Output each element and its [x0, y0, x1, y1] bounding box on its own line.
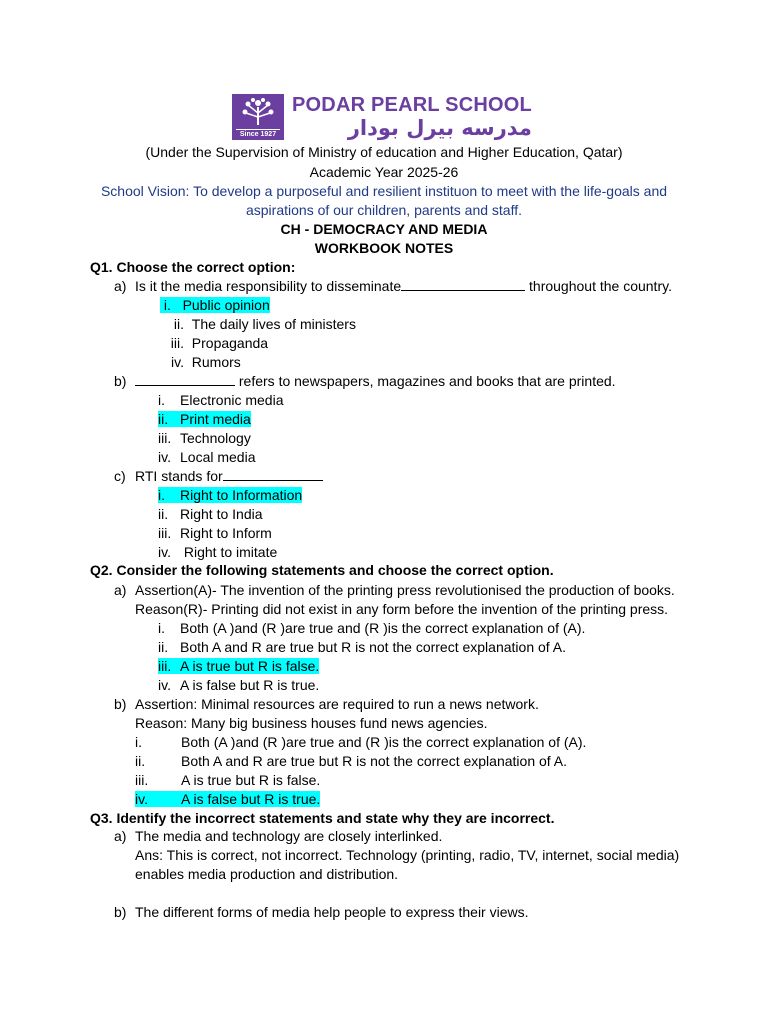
school-vision-line2: aspirations of our children, parents and staff. — [245, 202, 522, 218]
q2b-option-3: iii. A is true but R is false. — [135, 772, 321, 788]
q1b-marker: b) — [114, 373, 127, 389]
q2a-assertion: Assertion(A)- The invention of the printing press revolutionised the production of books. — [135, 582, 675, 598]
q2b-marker: b) — [114, 696, 127, 712]
logo-title-english: PODAR PEARL SCHOOL — [292, 94, 532, 116]
supervision-line: (Under the Supervision of Ministry of education and Higher Education, Qatar) — [145, 144, 623, 160]
logo-since: Since 1927 — [236, 129, 280, 140]
q1b-option-4: iv. Local media — [158, 449, 256, 465]
q1-title: Q1. Choose the correct option: — [90, 259, 296, 275]
q3b-marker: b) — [114, 904, 127, 920]
answer-blank — [223, 468, 323, 481]
q1c-question: RTI stands for — [135, 468, 323, 485]
workbook-subtitle: WORKBOOK NOTES — [314, 240, 454, 256]
q1c-marker: c) — [114, 468, 126, 484]
q1c-option-2: ii. Right to India — [158, 506, 263, 522]
q2a-marker: a) — [114, 582, 127, 598]
q1c-option-1: i. Right to Information — [158, 487, 303, 503]
q3a-answer-line2: enables media production and distribution. — [135, 866, 399, 882]
q1b-option-2: ii. Print media — [158, 411, 251, 427]
q2b-option-2: ii. Both A and R are true but R is not the correct explanation of A. — [135, 753, 568, 769]
q1a-marker: a) — [114, 278, 127, 294]
q2b-option-1: i. Both (A )and (R )are true and (R )is the correct explanation of (A). — [135, 734, 587, 750]
school-vision-line1: School Vision: To develop a purposeful and resilient instituon to meet with the life-goals and — [100, 183, 668, 199]
q3-title: Q3. Identify the incorrect statements and state why they are incorrect. — [90, 810, 555, 826]
tree-icon — [240, 97, 276, 127]
q2a-option-2: ii. Both A and R are true but R is not the correct explanation of A. — [158, 639, 567, 655]
chapter-title: CH - DEMOCRACY AND MEDIA — [280, 221, 488, 237]
q2b-assertion: Assertion: Minimal resources are required to run a news network. — [135, 696, 539, 712]
q1a-option-3: iii. Propaganda — [170, 335, 269, 351]
q2b-reason: Reason: Many big business houses fund news agencies. — [135, 715, 488, 731]
q3a-statement: The media and technology are closely interlinked. — [135, 828, 443, 844]
logo-emblem — [232, 94, 284, 140]
q1a-option-4: iv. Rumors — [171, 354, 241, 370]
q2a-option-1: i. Both (A )and (R )are true and (R )is the correct explanation of (A). — [158, 620, 586, 636]
q3a-marker: a) — [114, 828, 127, 844]
q1a-option-1: i. Public opinion — [160, 297, 270, 314]
q3a-answer-line1: Ans: This is correct, not incorrect. Technology (printing, radio, TV, internet, social media) — [135, 847, 680, 863]
q2a-reason: Reason(R)- Printing did not exist in any form before the invention of the printing press. — [135, 601, 669, 617]
q2-title: Q2. Consider the following statements and choose the correct option. — [90, 562, 554, 578]
q1b-option-1: i. Electronic media — [158, 392, 284, 408]
answer-blank — [401, 278, 525, 291]
answer-blank — [135, 373, 235, 386]
q1c-option-4: iv. Right to imitate — [158, 544, 278, 560]
school-logo — [232, 94, 532, 140]
q1b-option-3: iii. Technology — [158, 430, 251, 446]
q1c-option-3: iii. Right to Inform — [158, 525, 272, 541]
q3b-statement: The different forms of media help people to express their views. — [135, 904, 529, 920]
q2a-option-4: iv. A is false but R is true. — [158, 677, 320, 693]
q1b-question: refers to newspapers, magazines and books that are printed. — [135, 373, 616, 390]
q1a-question: Is it the media responsibility to disseminate throughout the country. — [135, 278, 672, 294]
q1a-option-2: ii. The daily lives of ministers — [173, 316, 356, 332]
q2b-option-4: iv. A is false but R is true. — [135, 791, 321, 807]
logo-title-arabic: مدرسه بيرل بودار — [347, 116, 532, 140]
academic-year: Academic Year 2025-26 — [309, 164, 459, 180]
q2a-option-3: iii. A is true but R is false. — [158, 658, 320, 674]
